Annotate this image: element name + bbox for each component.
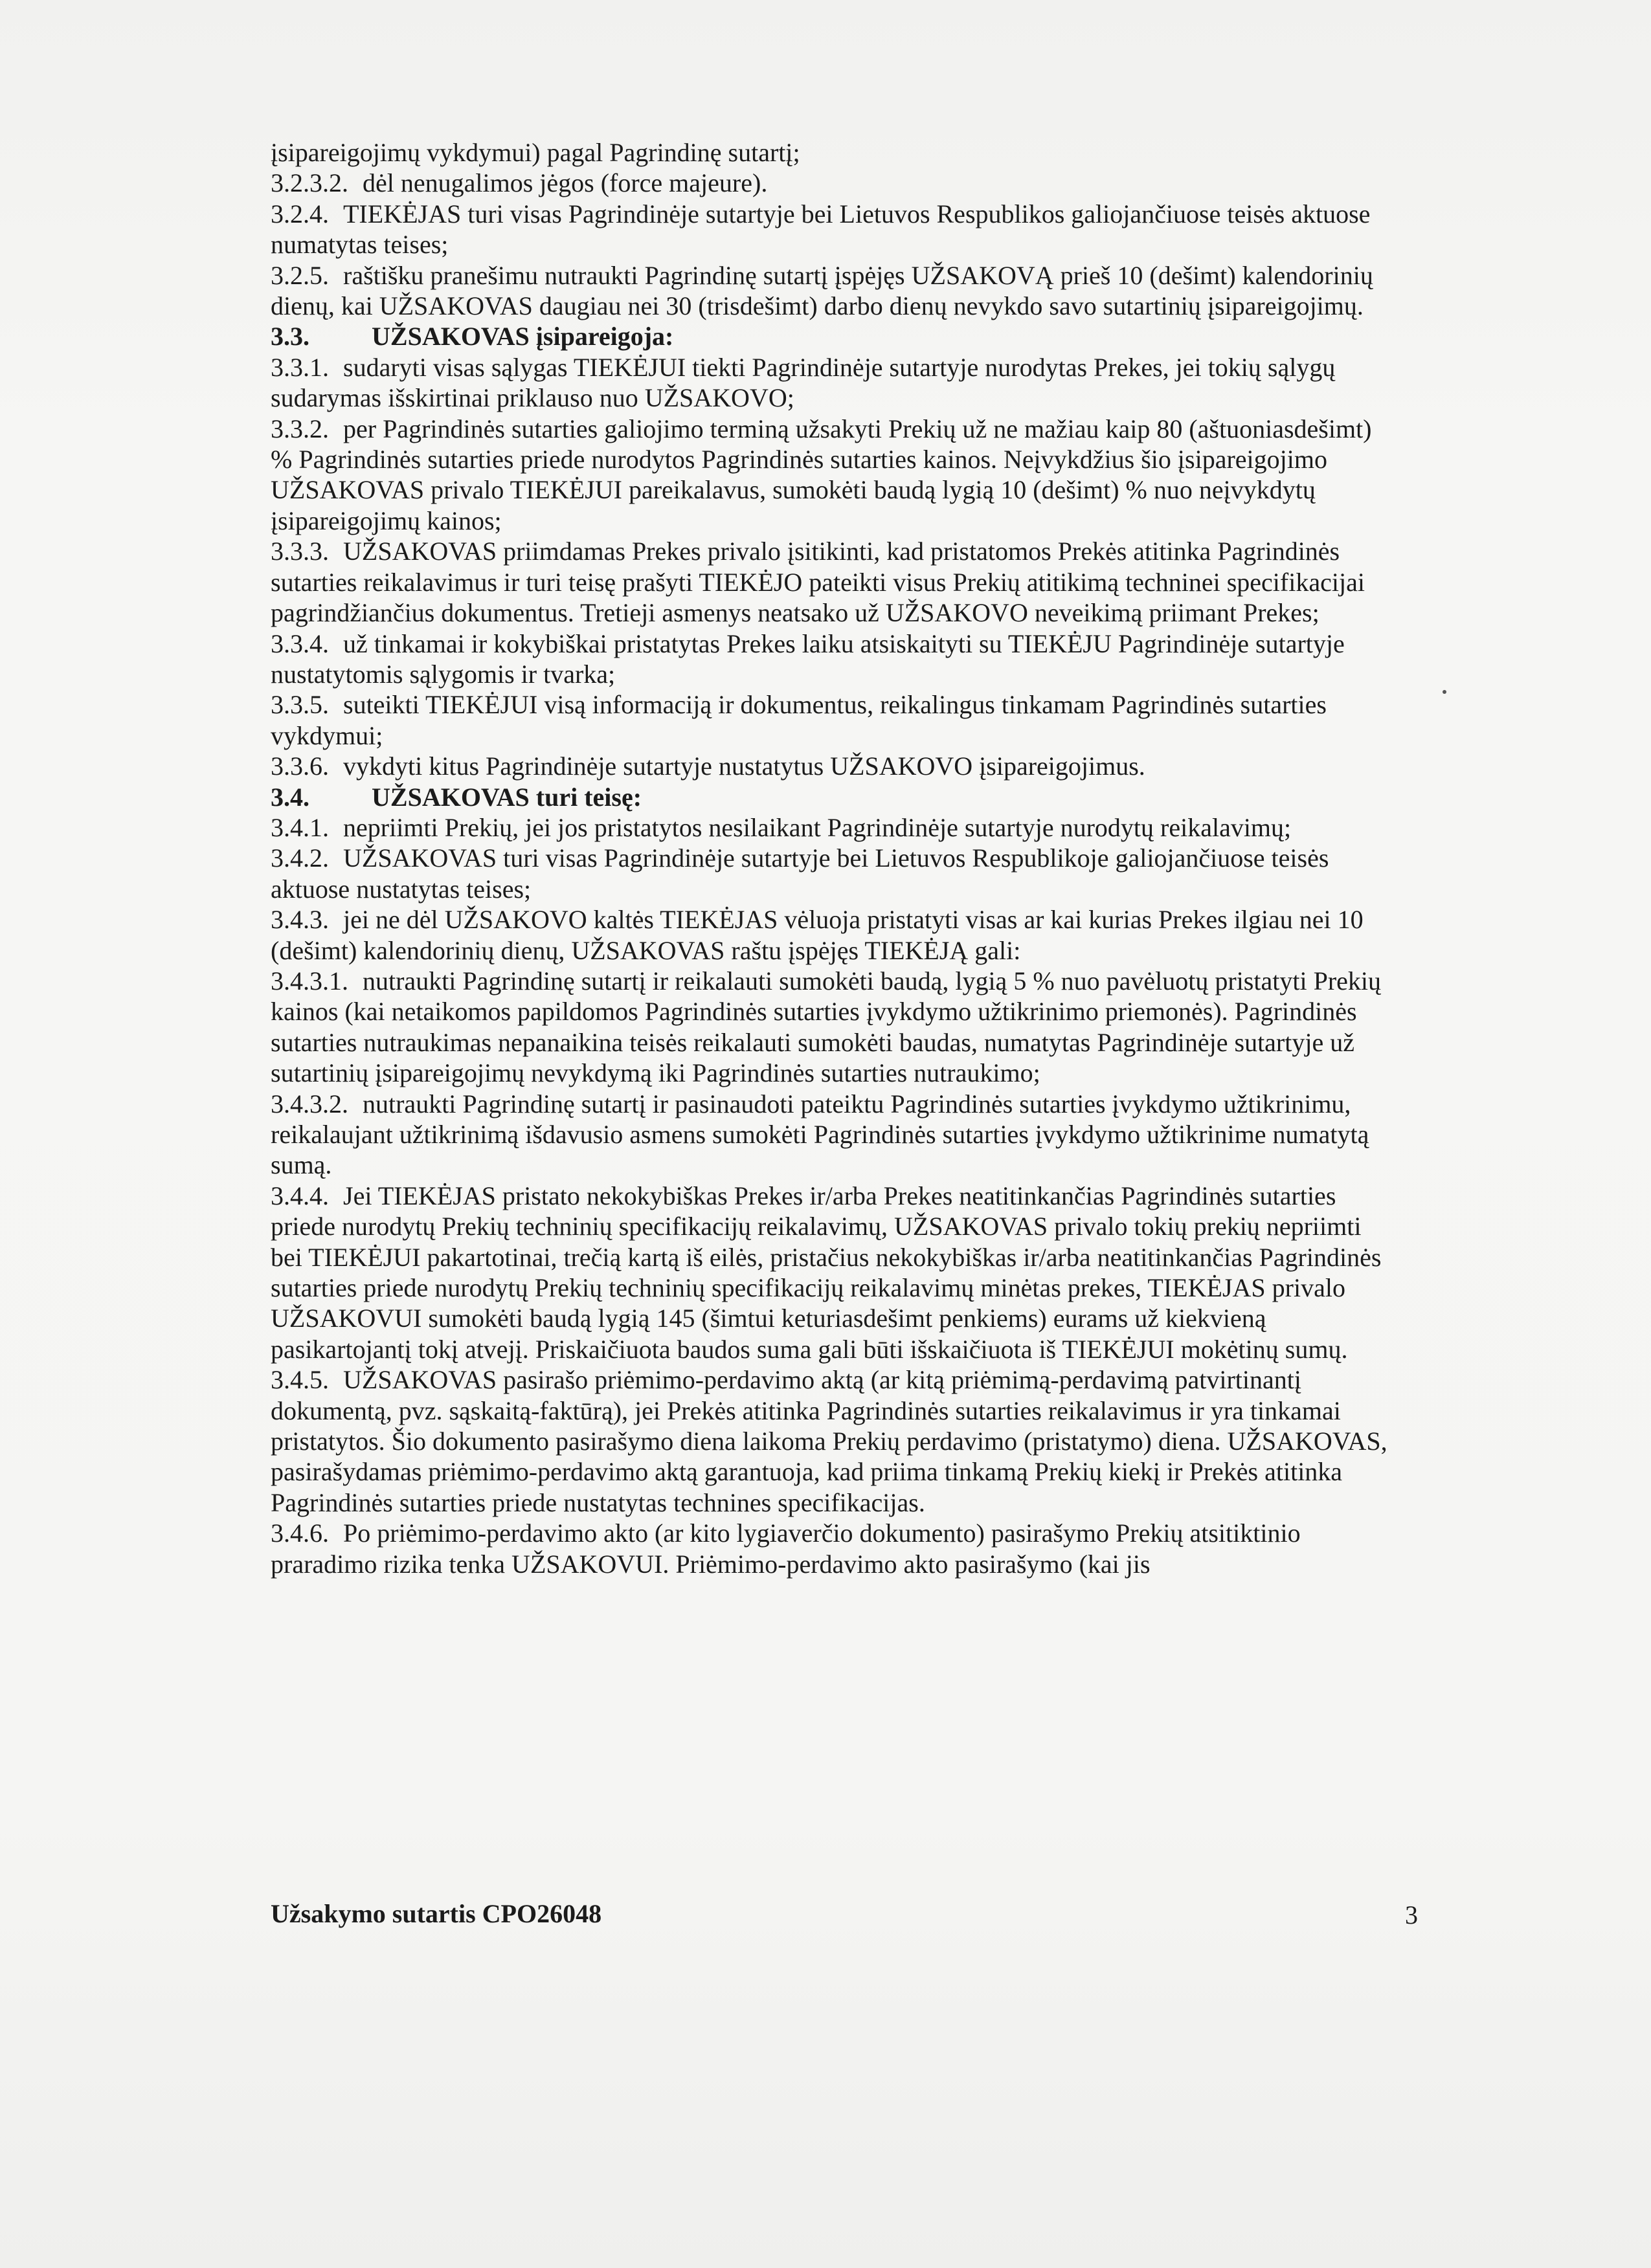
page-number: 3 <box>1405 1900 1418 1929</box>
document-body <box>271 137 1394 1579</box>
paragraph-3-2-4: 3.2.4. TIEKĖJAS turi visas Pagrindinėje sutartyje bei Lietuvos Respublikos galiojančiuose teisės aktuose numatytas teises; <box>271 199 1371 260</box>
paragraph-3-4-5: 3.4.5. UŽSAKOVAS pasirašo priėmimo-perdavimo aktą (ar kitą priėmimą-perdavimą patvirtinantį dokumentą, pvz. sąskaitą-faktūrą), jei Prekės atitinka Pagrindinės sutarties reikalavimus ir yra tinkamai pristatytos. Šio dokumento pasirašymo diena laikoma Prekių perdavimo (pristatymo) diena. UŽSAKOVAS, pasirašydamas priėmimo-perdavimo aktą garantuoja, kad priima tinkamą Prekių kiekį ir Prekės atitinka Pagrindinės sutarties priede nustatytas technines specifikacijas. <box>271 1365 1387 1517</box>
paragraph-3-3-1: 3.3.1. sudaryti visas sąlygas TIEKĖJUI tiekti Pagrindinėje sutartyje nurodytas Prekes, jei tokių sąlygų sudarymas išskirtinai priklauso nuo UŽSAKOVO; <box>271 352 1336 413</box>
paragraph-3-3-2: 3.3.2. per Pagrindinės sutarties galiojimo terminą užsakyti Prekių už ne mažiau kaip 80 (aštuoniasdešimt) % Pagrindinės sutarties priede nurodytos Pagrindinės sutarties kainos. Neįvykdžius šio įsipareigojimo UŽSAKOVAS privalo TIEKĖJUI pareikalavus, sumokėti baudą lygią 10 (dešimt) % nuo neįvykdytų įsipareigojimų kainos; <box>271 414 1372 535</box>
section-heading-3-4: 3.4. UŽSAKOVAS turi teisę: <box>271 782 642 812</box>
paragraph-3-4-2: 3.4.2. UŽSAKOVAS turi visas Pagrindinėje sutartyje bei Lietuvos Respublikoje galiojančiuose teisės aktuose nustatytas teises; <box>271 843 1329 904</box>
paragraph-3-4-3: 3.4.3. jei ne dėl UŽSAKOVO kaltės TIEKĖJAS vėluoja pristatyti visas ar kai kurias Prekes ilgiau nei 10 (dešimt) kalendorinių dienų, UŽSAKOVAS raštu įspėjęs TIEKĖJĄ gali: <box>271 905 1364 965</box>
footer-title: Užsakymo sutartis CPO26048 <box>271 1899 602 1928</box>
paragraph-3-2-3-2: 3.2.3.2. dėl nenugalimos jėgos (force majeure). <box>271 168 768 198</box>
paragraph-3-2-5: 3.2.5. raštišku pranešimu nutraukti Pagrindinę sutartį įspėjęs UŽSAKOVĄ prieš 10 (dešimt) kalendorinių dienų, kai UŽSAKOVAS daugiau nei 30 (trisdešimt) darbo dienų nevykdo savo sutartinių įsipareigojimų. <box>271 260 1373 321</box>
section-heading-3-3: 3.3. UŽSAKOVAS įsipareigoja: <box>271 322 674 351</box>
paragraph-3-3-6: 3.3.6. vykdyti kitus Pagrindinėje sutartyje nustatytus UŽSAKOVO įsipareigojimus. <box>271 751 1145 781</box>
paragraph-3-3-5: 3.3.5. suteikti TIEKĖJUI visą informaciją ir dokumentus, reikalingus tinkamam Pagrindinės sutarties vykdymui; <box>271 690 1327 750</box>
paragraph-3-4-4: 3.4.4. Jei TIEKĖJAS pristato nekokybiškas Prekes ir/arba Prekes neatitinkančias Pagrindinės sutarties priede nurodytų Prekių techninių specifikacijų reikalavimų, UŽSAKOVAS privalo tokių prekių nepriimti bei TIEKĖJUI pakartotinai, trečią kartą iš eilės, pristačius nekokybiškas ir/arba neatitinkančias Pagrindinės sutarties priede nurodytų Prekių techninių specifikacijų reikalavimų minėtas prekes, TIEKĖJAS privalo UŽSAKOVUI sumokėti baudą lygią 145 (šimtui keturiasdešimt penkiems) eurams už kiekvieną pasikartojantį tokį atvejį. Priskaičiuota baudos suma gali būti išskaičiuota iš TIEKĖJUI mokėtinų sumų. <box>271 1181 1382 1364</box>
paragraph-3-4-3-2: 3.4.3.2. nutraukti Pagrindinę sutartį ir pasinaudoti pateiktu Pagrindinės sutarties įvykdymo užtikrinimu, reikalaujant užtikrinimą išdavusio asmens sumokėti Pagrindinės sutarties įvykdymo užtikrinime numatytą sumą. <box>271 1089 1369 1180</box>
paragraph-3-4-1: 3.4.1. nepriimti Prekių, jei jos pristatytos nesilaikant Pagrindinėje sutartyje nurodytų reikalavimų; <box>271 812 1292 842</box>
paragraph-continuation: įsipareigojimų vykdymui) pagal Pagrindinę sutartį; <box>271 138 800 167</box>
paragraph-3-3-4: 3.3.4. už tinkamai ir kokybiškai pristatytas Prekes laiku atsiskaityti su TIEKĖJU Pagrindinėje sutartyje nustatytomis sąlygomis ir tvarka; <box>271 628 1345 689</box>
paragraph-3-4-3-1: 3.4.3.1. nutraukti Pagrindinę sutartį ir reikalauti sumokėti baudą, lygią 5 % nuo pavėluotų pristatyti Prekių kainos (kai netaikomos papildomos Pagrindinės sutarties įvykdymo užtikrinimo priemonės). Pagrindinės sutarties nutraukimas nepanaikina teisės reikalauti sumokėti baudas, numatytas Pagrindinėje sutartyje už sutartinių įsipareigojimų nevykdymą iki Pagrindinės sutarties nutraukimo; <box>271 966 1382 1088</box>
paragraph-3-3-3: 3.3.3. UŽSAKOVAS priimdamas Prekes privalo įsitikinti, kad pristatomos Prekės atitinka Pagrindinės sutarties reikalavimus ir turi teisę prašyti TIEKĖJO pateikti visus Prekių atitikimą techninei specifikacijai pagrindžiančius dokumentus. Tretieji asmenys neatsako už UŽSAKOVO neveikimą priimant Prekes; <box>271 537 1365 628</box>
paragraph-3-4-6: 3.4.6. Po priėmimo-perdavimo akto (ar kito lygiaverčio dokumento) pasirašymo Prekių atsitiktinio praradimo rizika tenka UŽSAKOVUI. Priėmimo-perdavimo akto pasirašymo (kai jis <box>271 1518 1301 1579</box>
scan-speck <box>1443 690 1446 694</box>
